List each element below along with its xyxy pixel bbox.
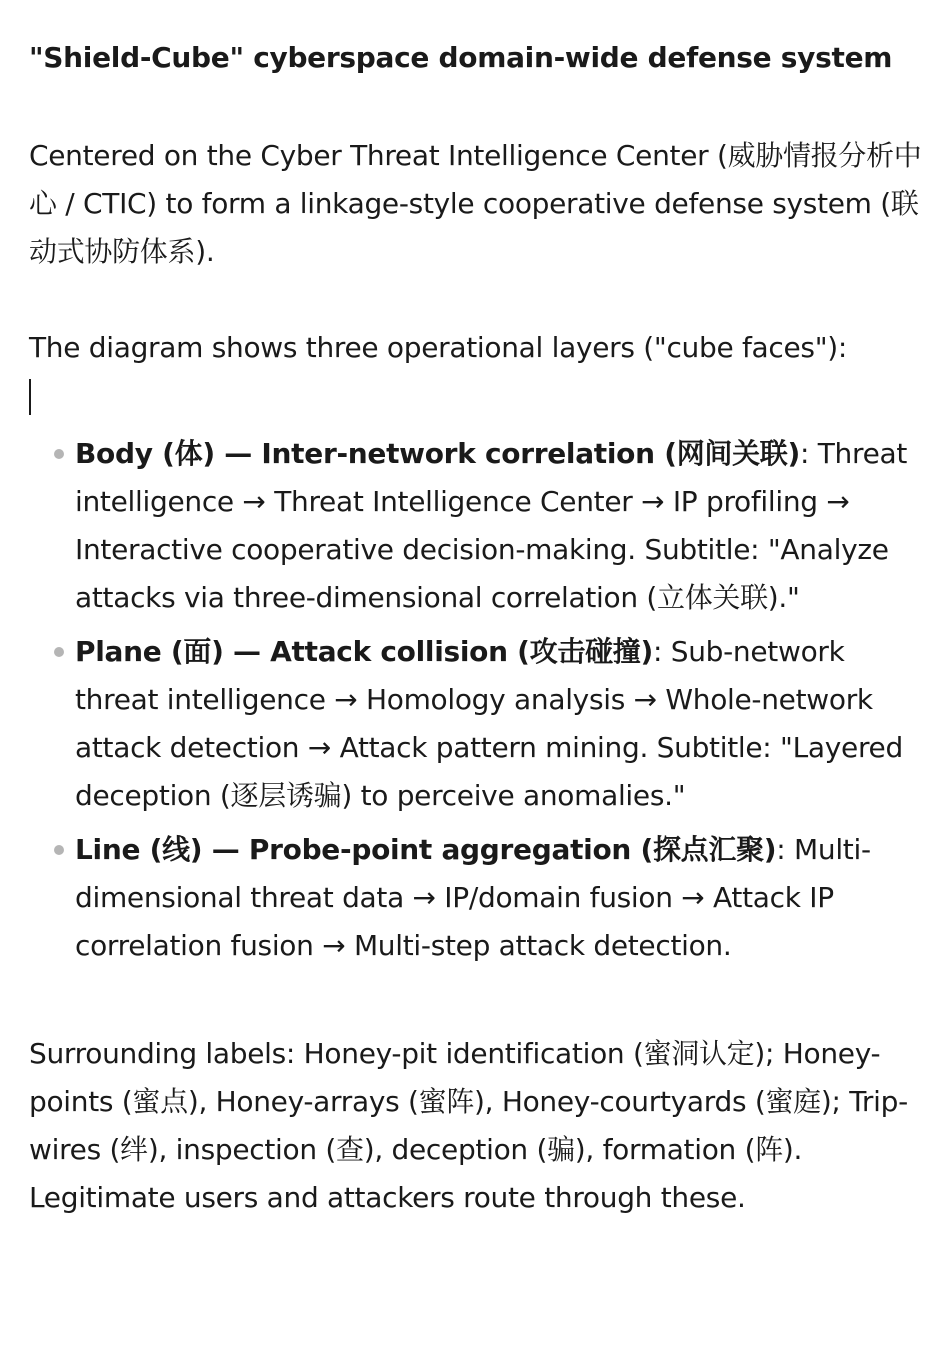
document-title: "Shield-Cube" cyberspace domain-wide defense system [29,41,893,74]
layer-heading: Plane (面) — Attack collision (攻击碰撞) [75,635,653,668]
layer-text: : Multi-dimensional threat data → IP/domain fusion → Attack IP correlation fusion → Multi-step attack detection. [75,833,871,962]
text-cursor-line[interactable] [29,372,922,420]
bullet-icon [54,449,64,459]
text-cursor-icon [29,379,31,415]
layer-text: : Sub-network threat intelligence → Homology analysis → Whole-network attack detection → Attack pattern mining. Subtitle: "Layered deception (逐层诱骗) to perceive anomalies." [75,635,903,812]
layers-list [29,430,922,970]
list-item [75,826,922,970]
layer-heading: Line (线) — Probe-point aggregation (探点汇聚) [75,833,777,866]
bullet-icon [54,647,64,657]
layers-heading: The diagram shows three operational layers ("cube faces"): [29,331,848,364]
bullet-icon [54,845,64,855]
intro-paragraph: Centered on the Cyber Threat Intelligence Center (威胁情报分析中心 / CTIC) to form a linkage-style cooperative defense system (联动式协防体系). [29,139,922,268]
layer-heading: Body (体) — Inter-network correlation (网间关联) [75,437,800,470]
surrounding-paragraph: Surrounding labels: Honey-pit identification (蜜洞认定); Honey-points (蜜点), Honey-arrays (蜜阵), Honey-courtyards (蜜庭); Trip-wires (绊), inspection (查), deception (骗), formation (阵). Legitimate users and attackers route through these. [29,1037,908,1214]
list-item [75,430,922,622]
list-item [75,628,922,820]
layer-text: : Threat intelligence → Threat Intelligence Center → IP profiling → Interactive cooperative decision-making. Subtitle: "Analyze attacks via three-dimensional correlation (立体关联)." [75,437,908,614]
